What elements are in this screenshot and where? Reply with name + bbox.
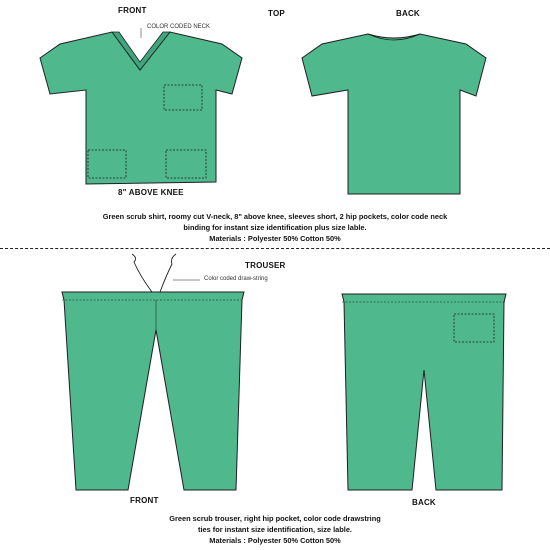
trouser-back xyxy=(342,294,506,490)
section-divider xyxy=(0,248,550,249)
shirt-front xyxy=(40,28,242,184)
neck-note: COLOR CODED NECK xyxy=(147,24,211,30)
length-note: 8" ABOVE KNEE xyxy=(118,188,184,197)
top-materials: Materials : Polyester 50% Cotton 50% xyxy=(209,234,341,243)
trouser-description-line-2: ties for instant size identification, size lable. xyxy=(197,525,352,534)
trouser-section-label: TROUSER xyxy=(245,261,286,270)
trouser-materials: Materials : Polyester 50% Cotton 50% xyxy=(209,536,341,545)
top-front-label: FRONT xyxy=(118,6,147,15)
trouser-front-label: FRONT xyxy=(130,496,159,505)
shirt-back xyxy=(302,34,486,194)
trouser-description-line-1: Green scrub trouser, right hip pocket, color code drawstring xyxy=(169,514,381,523)
drawstring-note: Color coded draw-string xyxy=(204,276,268,282)
trouser-front xyxy=(62,254,244,490)
trouser-description xyxy=(10,513,540,546)
trouser-back-label: BACK xyxy=(412,498,436,507)
top-description xyxy=(10,211,540,244)
top-description-line-2: binding for instant size identification plus size lable. xyxy=(183,223,367,232)
top-section-label: TOP xyxy=(268,9,285,18)
top-description-line-1: Green scrub shirt, roomy cut V-neck, 8" above knee, sleeves short, 2 hip pockets, color code neck xyxy=(102,212,448,221)
top-back-label: BACK xyxy=(396,9,420,18)
